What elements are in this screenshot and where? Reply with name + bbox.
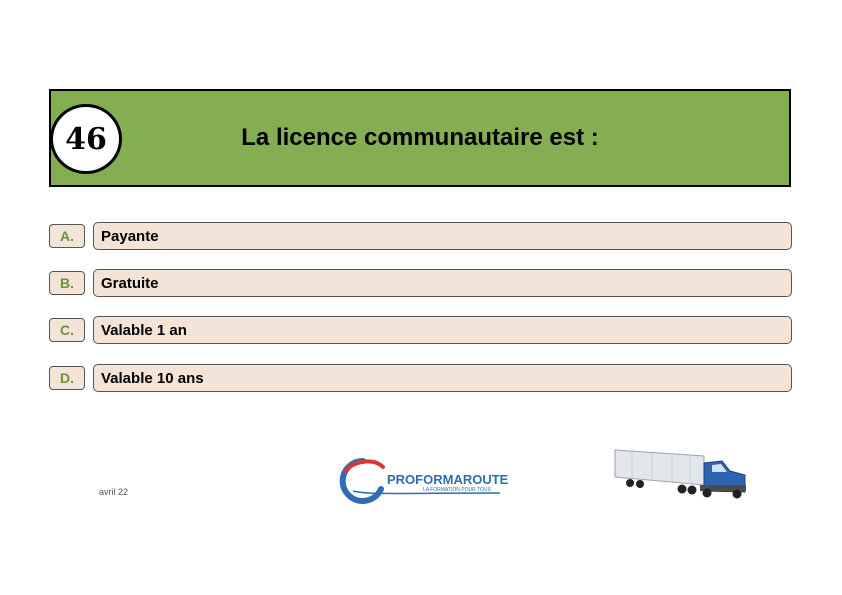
logo-swoosh-icon bbox=[335, 455, 510, 505]
option-d-answer[interactable]: Valable 10 ans bbox=[93, 364, 792, 392]
option-b-answer[interactable]: Gratuite bbox=[93, 269, 792, 297]
option-a-letter[interactable]: A. bbox=[49, 224, 85, 248]
logo-tagline: LA FORMATION POUR TOUS bbox=[423, 487, 491, 493]
truck-icon bbox=[612, 447, 748, 501]
option-c-letter[interactable]: C. bbox=[49, 318, 85, 342]
option-c-answer[interactable]: Valable 1 an bbox=[93, 316, 792, 344]
truck-image bbox=[612, 447, 748, 501]
logo-name: PROFORMAROUTE bbox=[387, 472, 509, 487]
question-number-badge: 46 bbox=[50, 104, 122, 174]
option-b-letter[interactable]: B. bbox=[49, 271, 85, 295]
footer-date: avril 22 bbox=[99, 487, 129, 497]
option-d-letter[interactable]: D. bbox=[49, 366, 85, 390]
proformaroute-logo bbox=[335, 455, 510, 505]
option-a-answer[interactable]: Payante bbox=[93, 222, 792, 250]
question-text: La licence communautaire est : bbox=[241, 124, 599, 151]
